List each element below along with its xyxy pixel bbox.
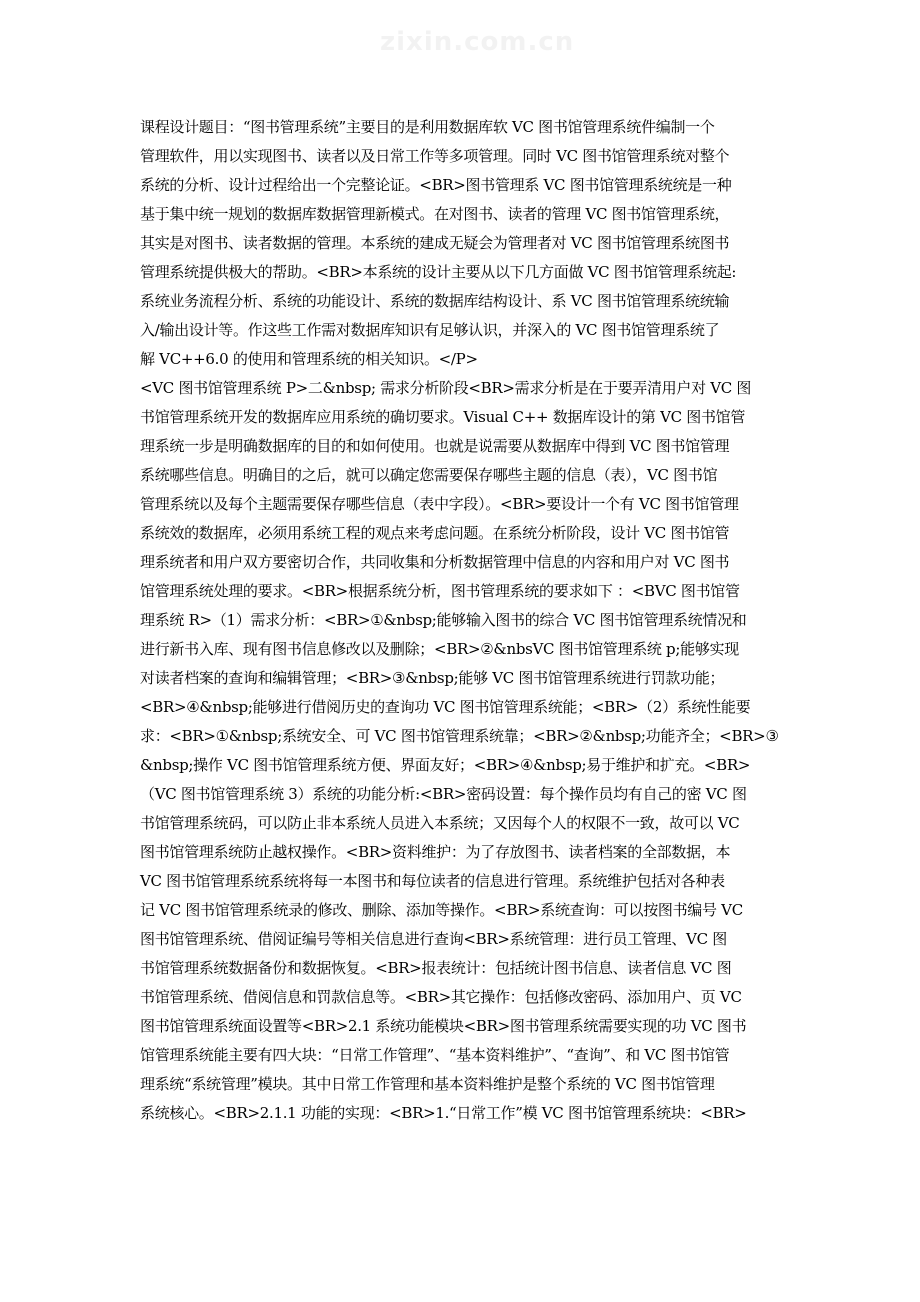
text-line: 系统业务流程分析、系统的功能设计、系统的数据库结构设计、系 VC 图书馆管理系统统输 bbox=[140, 292, 730, 310]
text-line: 记 VC 图书馆管理系统录的修改、删除、添加等操作。<BR>系统查询：可以按图书编号 VC bbox=[140, 901, 743, 919]
text-line: 系统效的数据库，必须用系统工程的观点来考虑问题。在系统分析阶段，设计 VC 图书馆管 bbox=[140, 524, 730, 542]
text-line: 其实是对图书、读者数据的管理。本系统的建成无疑会为管理者对 VC 图书馆管理系统图书 bbox=[140, 234, 730, 252]
text-line: 图书馆管理系统防止越权操作。<BR>资料维护：为了存放图书、读者档案的全部数据，本 bbox=[140, 843, 731, 861]
text-line: 图书馆管理系统、借阅证编号等相关信息进行查询<BR>系统管理：进行员工管理、VC 图 bbox=[140, 930, 727, 948]
watermark-text: zixin.com.cn bbox=[380, 27, 575, 57]
text-line: 管理系统以及每个主题需要保存哪些信息（表中字段）。<BR>要设计一个有 VC 图书馆管理 bbox=[140, 495, 739, 513]
text-line: 书馆管理系统开发的数据库应用系统的确切要求。Visual C++ 数据库设计的第 VC 图书馆管 bbox=[140, 408, 746, 426]
text-line: 管理软件，用以实现图书、读者以及日常工作等多项管理。同时 VC 图书馆管理系统对整个 bbox=[140, 147, 730, 165]
text-line: 理系统一步是明确数据库的目的和如何使用。也就是说需要从数据库中得到 VC 图书馆管理 bbox=[140, 437, 730, 455]
text-line: 系统哪些信息。明确目的之后，就可以确定您需要保存哪些主题的信息（表），VC 图书馆 bbox=[140, 466, 718, 484]
text-line: 解 VC++6.0 的使用和管理系统的相关知识。</P> bbox=[140, 350, 478, 368]
text-line: 馆管理系统处理的要求。<BR>根据系统分析，图书管理系统的要求如下 ：<BVC 图书馆管 bbox=[140, 582, 740, 600]
text-line: 书馆管理系统、借阅信息和罚款信息等。<BR>其它操作：包括修改密码、添加用户、页 VC bbox=[140, 988, 742, 1006]
text-line: 图书馆管理系统面设置等<BR>2.1 系统功能模块<BR>图书管理系统需要实现的功 VC 图书 bbox=[140, 1017, 747, 1035]
text-line: 课程设计题目：“图书管理系统”主要目的是利用数据库软 VC 图书馆管理系统件编制一个 bbox=[140, 118, 715, 136]
text-line: 求：<BR>①&nbsp;系统安全、可 VC 图书馆管理系统靠；<BR>②&nbsp;功能齐全；<BR>③ bbox=[140, 727, 779, 745]
text-line: 书馆管理系统码，可以防止非本系统人员进入本系统；又因每个人的权限不一致，故可以 VC bbox=[140, 814, 740, 832]
text-line: <BR>④&nbsp;能够进行借阅历史的查询功 VC 图书馆管理系统能；<BR>（2）系统性能要 bbox=[140, 698, 751, 716]
text-line: 对读者档案的查询和编辑管理；<BR>③&nbsp;能够 VC 图书馆管理系统进行罚款功能； bbox=[140, 669, 725, 687]
text-line: <VC 图书馆管理系统 P>二&nbsp; 需求分析阶段<BR>需求分析是在于要弄清用户对 VC 图 bbox=[140, 379, 752, 397]
text-line: VC 图书馆管理系统系统将每一本图书和每位读者的信息进行管理。系统维护包括对各种表 bbox=[140, 872, 725, 890]
text-line: 系统核心。<BR>2.1.1 功能的实现：<BR>1.“日常工作”模 VC 图书馆管理系统块：<BR> bbox=[140, 1104, 747, 1122]
text-line: 进行新书入库、现有图书信息修改以及删除；<BR>②&nbsVC 图书馆管理系统 p;能够实现 bbox=[140, 640, 739, 658]
text-line: &nbsp;操作 VC 图书馆管理系统方便、界面友好；<BR>④&nbsp;易于维护和扩充。<BR> bbox=[140, 756, 751, 774]
text-line: 理系统 R>（1）需求分析：<BR>①&nbsp;能够输入图书的综合 VC 图书馆管理系统情况和 bbox=[140, 611, 747, 629]
text-line: 理系统者和用户双方要密切合作，共同收集和分析数据管理中信息的内容和用户对 VC 图书 bbox=[140, 553, 730, 571]
text-line: 入/输出设计等。作这些工作需对数据库知识有足够认识，并深入的 VC 图书馆管理系统了 bbox=[140, 321, 720, 339]
text-line: 管理系统提供极大的帮助。<BR>本系统的设计主要从以下几方面做 VC 图书馆管理系统起: bbox=[140, 263, 737, 281]
text-line: 馆管理系统能主要有四大块：“日常工作管理”、“基本资料维护”、“查询”、和 VC 图书馆管 bbox=[140, 1046, 730, 1064]
text-line: 基于集中统一规划的数据库数据管理新模式。在对图书、读者的管理 VC 图书馆管理系统， bbox=[140, 205, 730, 223]
document-body bbox=[140, 113, 788, 1128]
text-line: 系统的分析、设计过程给出一个完整论证。<BR>图书管理系 VC 图书馆管理系统统是一种 bbox=[140, 176, 732, 194]
text-line: 理系统“系统管理”模块。其中日常工作管理和基本资料维护是整个系统的 VC 图书馆管理 bbox=[140, 1075, 715, 1093]
text-line: 书馆管理系统数据备份和数据恢复。<BR>报表统计：包括统计图书信息、读者信息 VC 图 bbox=[140, 959, 732, 977]
text-line: （VC 图书馆管理系统 3）系统的功能分析:<BR>密码设置：每个操作员均有自己的密 VC 图 bbox=[140, 785, 747, 803]
